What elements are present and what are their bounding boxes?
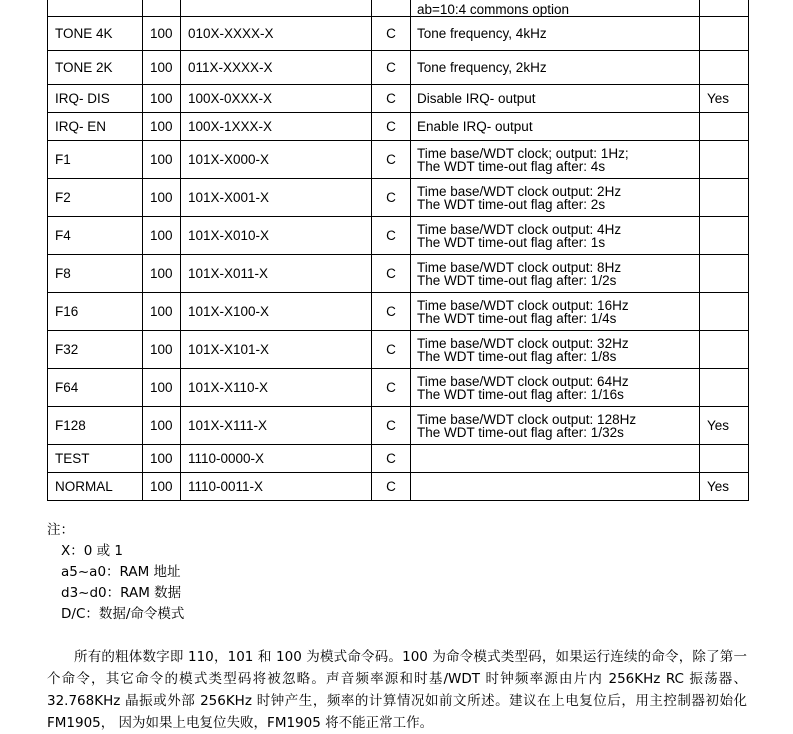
notes-heading: 注：: [47, 522, 74, 538]
command-bits-cell: 100X-0XXX-X: [181, 85, 372, 113]
description-line: Time base/WDT clock output: 64Hz: [417, 373, 629, 389]
table-row: [48, 141, 749, 179]
mode-code-cell: 100: [143, 473, 181, 501]
default-cell: Yes: [700, 85, 749, 113]
description-cell: [411, 17, 700, 51]
dc-mode-cell: C: [372, 255, 411, 293]
dc-mode-cell: C: [372, 331, 411, 369]
description-cell: [411, 293, 700, 331]
description-line: Tone frequency, 2kHz: [417, 60, 547, 75]
description-paragraph: 所有的粗体数字即 110，101 和 100 为模式命令码。100 为命令模式类型码，如果运行连续的命令，除了第一个命令，其它命令的模式类型码将被忽略。声音频率源和时基/WDT 时钟频率源由片内 256KHz RC 振荡器、32.768KHz 晶振或外部 256KHz 时钟产生，频率的计算情况如前文所述。建议在上电复位后，用主控制器初始化 FM1905， 因为如果上电复位失败，FM1905 将不能正常工作。: [47, 649, 747, 731]
description-line: The WDT time-out flag after: 1/32s: [417, 424, 624, 440]
description-cell: [411, 473, 700, 501]
command-name-cell: F8: [48, 255, 143, 293]
description-cell: [411, 331, 700, 369]
dc-mode-cell: C: [372, 407, 411, 445]
table-row: [48, 51, 749, 85]
command-name-cell: TONE 2K: [48, 51, 143, 85]
dc-mode-cell: C: [372, 473, 411, 501]
command-name-cell: F32: [48, 331, 143, 369]
default-cell: [700, 0, 749, 17]
description-cell: [411, 445, 700, 473]
description-line: Time base/WDT clock output: 8Hz: [417, 259, 622, 275]
mode-code-cell: 100: [143, 369, 181, 407]
command-name-cell: IRQ- DIS: [48, 85, 143, 113]
table-row: [48, 331, 749, 369]
mode-code-cell: 100: [143, 85, 181, 113]
table-row: [48, 17, 749, 51]
table-row: [48, 473, 749, 501]
description-line: The WDT time-out flag after: 1/2s: [417, 272, 617, 288]
default-cell: [700, 179, 749, 217]
dc-mode-cell: C: [372, 141, 411, 179]
command-name-cell: TEST: [48, 445, 143, 473]
command-table-body: [48, 0, 749, 501]
command-bits-cell: 1110-0000-X: [181, 445, 372, 473]
command-name-cell: NORMAL: [48, 473, 143, 501]
description-line: The WDT time-out flag after: 1/8s: [417, 348, 617, 364]
command-name-cell: [48, 0, 143, 17]
command-name-cell: TONE 4K: [48, 17, 143, 51]
description-cell: [411, 113, 700, 141]
mode-code-cell: 100: [143, 255, 181, 293]
dc-mode-cell: C: [372, 51, 411, 85]
command-bits-cell: 101X-X010-X: [181, 217, 372, 255]
description-cell: [411, 217, 700, 255]
default-cell: [700, 51, 749, 85]
default-cell: [700, 369, 749, 407]
default-cell: [700, 217, 749, 255]
mode-code-cell: 100: [143, 17, 181, 51]
default-cell: [700, 113, 749, 141]
description-cell: [411, 0, 700, 17]
description-line: The WDT time-out flag after: 2s: [417, 196, 606, 212]
description-line: Enable IRQ- output: [417, 119, 533, 134]
description-line: Disable IRQ- output: [417, 91, 536, 106]
command-bits-cell: 101X-X001-X: [181, 179, 372, 217]
description-cell: [411, 51, 700, 85]
command-bits-cell: [181, 0, 372, 17]
command-name-cell: F1: [48, 141, 143, 179]
description-line: Time base/WDT clock output: 4Hz: [417, 221, 622, 237]
table-row: [48, 0, 749, 17]
mode-code-cell: 100: [143, 407, 181, 445]
table-row: [48, 445, 749, 473]
mode-code-cell: 100: [143, 331, 181, 369]
mode-code-cell: 100: [143, 141, 181, 179]
default-cell: [700, 141, 749, 179]
description-line: Time base/WDT clock output: 128Hz: [417, 411, 637, 427]
dc-mode-cell: C: [372, 217, 411, 255]
command-name-cell: F2: [48, 179, 143, 217]
command-bits-cell: 1110-0011-X: [181, 473, 372, 501]
default-cell: [700, 17, 749, 51]
description-cell: [411, 407, 700, 445]
description-line: Time base/WDT clock; output: 1Hz;: [417, 145, 629, 161]
description-cell: [411, 255, 700, 293]
command-bits-cell: 101X-X000-X: [181, 141, 372, 179]
dc-mode-cell: C: [372, 445, 411, 473]
table-row: [48, 407, 749, 445]
description-cell: [411, 369, 700, 407]
table-row: [48, 293, 749, 331]
dc-mode-cell: C: [372, 293, 411, 331]
table-row: [48, 255, 749, 293]
command-bits-cell: 101X-X100-X: [181, 293, 372, 331]
description-line: ab=10:4 commons option: [417, 2, 569, 17]
dc-mode-cell: C: [372, 179, 411, 217]
description-line: The WDT time-out flag after: 4s: [417, 158, 606, 174]
mode-code-cell: 100: [143, 445, 181, 473]
description-cell: [411, 179, 700, 217]
dc-mode-cell: [372, 0, 411, 17]
table-row: [48, 369, 749, 407]
mode-code-cell: 100: [143, 217, 181, 255]
table-row: [48, 85, 749, 113]
description-line: Tone frequency, 4kHz: [417, 26, 547, 41]
mode-code-cell: 100: [143, 51, 181, 85]
description-line: Time base/WDT clock output: 32Hz: [417, 335, 629, 351]
command-table: [47, 0, 749, 501]
description-line: The WDT time-out flag after: 1/4s: [417, 310, 617, 326]
table-row: [48, 217, 749, 255]
dc-mode-cell: C: [372, 17, 411, 51]
command-name-cell: IRQ- EN: [48, 113, 143, 141]
notes-section: [47, 520, 184, 625]
command-bits-cell: 101X-X111-X: [181, 407, 372, 445]
command-bits-cell: 100X-1XXX-X: [181, 113, 372, 141]
default-cell: [700, 331, 749, 369]
description-cell: [411, 85, 700, 113]
command-bits-cell: 101X-X110-X: [181, 369, 372, 407]
default-cell: [700, 445, 749, 473]
dc-mode-cell: C: [372, 113, 411, 141]
note-item: X：0 或 1: [61, 543, 124, 559]
default-cell: Yes: [700, 473, 749, 501]
command-bits-cell: 010X-XXXX-X: [181, 17, 372, 51]
mode-code-cell: 100: [143, 293, 181, 331]
command-name-cell: F4: [48, 217, 143, 255]
dc-mode-cell: C: [372, 369, 411, 407]
dc-mode-cell: C: [372, 85, 411, 113]
description-line: Time base/WDT clock output: 16Hz: [417, 297, 629, 313]
note-item: d3~d0：RAM 数据: [61, 585, 182, 601]
command-name-cell: F128: [48, 407, 143, 445]
mode-code-cell: [143, 0, 181, 17]
description-line: The WDT time-out flag after: 1s: [417, 234, 606, 250]
command-bits-cell: 101X-X011-X: [181, 255, 372, 293]
mode-code-cell: 100: [143, 113, 181, 141]
table-row: [48, 179, 749, 217]
note-item: D/C：数据/命令模式: [61, 606, 185, 622]
mode-code-cell: 100: [143, 179, 181, 217]
command-name-cell: F64: [48, 369, 143, 407]
table-row: [48, 113, 749, 141]
note-item: a5~a0：RAM 地址: [61, 564, 181, 580]
description-line: The WDT time-out flag after: 1/16s: [417, 386, 624, 402]
default-cell: [700, 255, 749, 293]
description-cell: [411, 141, 700, 179]
default-cell: [700, 293, 749, 331]
default-cell: Yes: [700, 407, 749, 445]
command-name-cell: F16: [48, 293, 143, 331]
command-bits-cell: 101X-X101-X: [181, 331, 372, 369]
description-line: Time base/WDT clock output: 2Hz: [417, 183, 622, 199]
command-bits-cell: 011X-XXXX-X: [181, 51, 372, 85]
